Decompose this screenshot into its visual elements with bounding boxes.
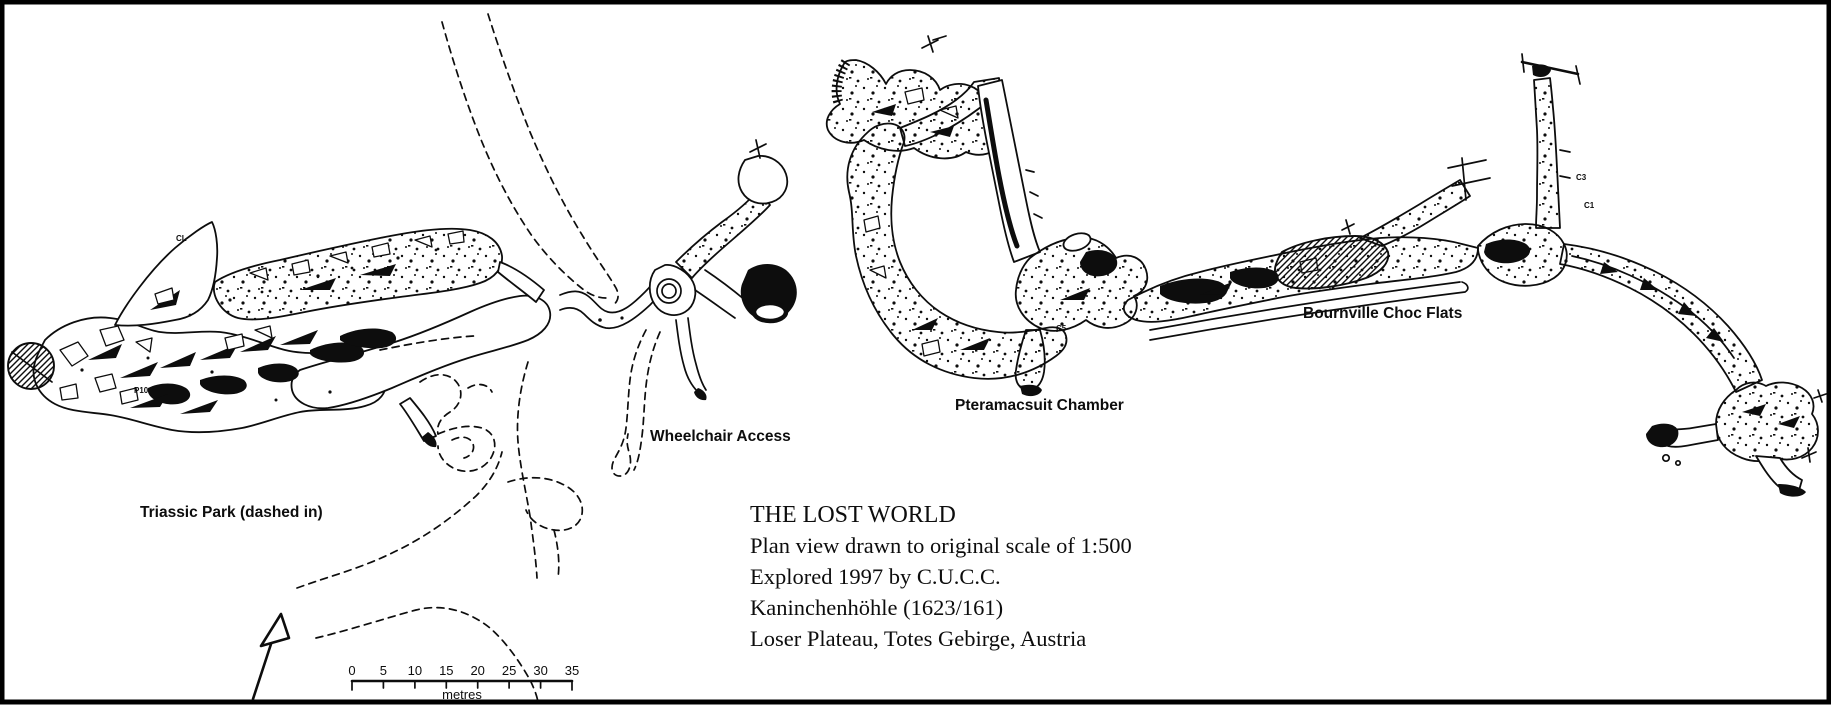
title-line-2: Plan view drawn to original scale of 1:500	[750, 533, 1132, 558]
survey-mark-c5: C5	[1056, 324, 1067, 333]
scale-tick-label-5: 25	[501, 663, 517, 678]
scale-tick-label-7: 35	[564, 663, 580, 678]
pteramacsuit-chamber-label: Pteramacsuit Chamber	[955, 397, 1124, 414]
scale-tick-label-3: 15	[439, 663, 454, 678]
pteramacsuit-ring	[827, 36, 1148, 396]
far-east-passages	[1478, 54, 1826, 497]
survey-mark-c3: C3	[1576, 173, 1587, 182]
scale-unit-label: metres	[442, 687, 482, 702]
title-line-4: Kaninchenhöhle (1623/161)	[750, 595, 1004, 620]
west-passages	[8, 222, 550, 447]
survey-mark-cl: CL	[176, 234, 187, 243]
scale-tick-label-1: 5	[379, 663, 388, 678]
survey-mark-p10: P10	[134, 386, 149, 395]
central-passages	[560, 140, 797, 400]
wheelchair-access-label: Wheelchair Access	[650, 428, 791, 445]
triassic-park-label: Triassic Park (dashed in)	[140, 504, 323, 521]
scale-tick-label-2: 10	[407, 663, 423, 678]
survey-mark-c1: C1	[1584, 201, 1595, 210]
scale-tick-label-0: 0	[348, 663, 356, 678]
title-line-1: THE LOST WORLD	[750, 502, 956, 528]
title-line-5: Loser Plateau, Totes Gebirge, Austria	[750, 626, 1087, 651]
title-block	[750, 502, 1132, 651]
scale-tick-label-6: 30	[533, 663, 548, 678]
scale-tick-label-4: 20	[470, 663, 485, 678]
north-arrow-icon	[253, 614, 289, 699]
title-line-3: Explored 1997 by C.U.C.C.	[750, 564, 1001, 589]
scale-bar	[348, 663, 579, 702]
bournville-choc-flats-label: Bournville Choc Flats	[1303, 305, 1463, 322]
